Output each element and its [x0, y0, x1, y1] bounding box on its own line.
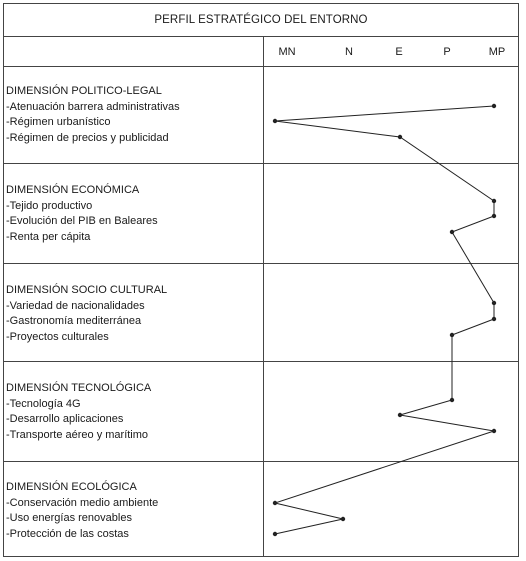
factor-label: -Tejido productivo: [6, 199, 93, 212]
section-text-politico-legal: [6, 84, 180, 146]
factor-label: -Conservación medio ambiente: [6, 496, 159, 509]
table-title: PERFIL ESTRATÉGICO DEL ENTORNO: [154, 13, 368, 26]
factor-label: -Proyectos culturales: [6, 330, 109, 343]
section-heading: DIMENSIÓN SOCIO CULTURAL: [6, 284, 168, 296]
factor-label: -Protección de las costas: [6, 527, 129, 540]
section-text-ecologica: [6, 480, 158, 542]
factor-label: -Atenuación barrera administrativas: [6, 100, 180, 113]
column-label-e: E: [395, 46, 403, 58]
rating-header-row: [3, 37, 519, 67]
factor-label: -Evolución del PIB en Baleares: [6, 215, 158, 227]
section-heading: DIMENSIÓN ECONÓMICA: [6, 184, 140, 196]
factor-label: -Régimen de precios y publicidad: [6, 131, 169, 144]
column-label-mn: MN: [278, 46, 296, 58]
column-label-n: N: [345, 46, 353, 58]
factor-label: -Uso energías renovables: [6, 512, 132, 524]
section-heading: DIMENSIÓN POLITICO-LEGAL: [6, 85, 162, 97]
factor-label: -Variedad de nacionalidades: [6, 299, 145, 312]
factor-label: -Renta per cápita: [6, 230, 91, 243]
factor-label: -Transporte aéreo y marítimo: [6, 428, 149, 441]
factor-label: -Régimen urbanístico: [6, 116, 111, 128]
factor-label: -Desarrollo aplicaciones: [6, 413, 124, 425]
section-text-socio-cultural: [6, 283, 167, 345]
section-text-economica: [6, 183, 158, 245]
table-title-row: [3, 3, 519, 37]
section-text-tecnologica: [6, 381, 151, 443]
column-label-p: P: [443, 46, 451, 58]
column-label-mp: MP: [488, 46, 506, 58]
factor-label: -Tecnología 4G: [6, 397, 81, 410]
factor-label: -Gastronomía mediterránea: [6, 315, 142, 327]
section-heading: DIMENSIÓN ECOLÓGICA: [6, 481, 137, 493]
section-heading: DIMENSIÓN TECNOLÓGICA: [6, 382, 152, 394]
